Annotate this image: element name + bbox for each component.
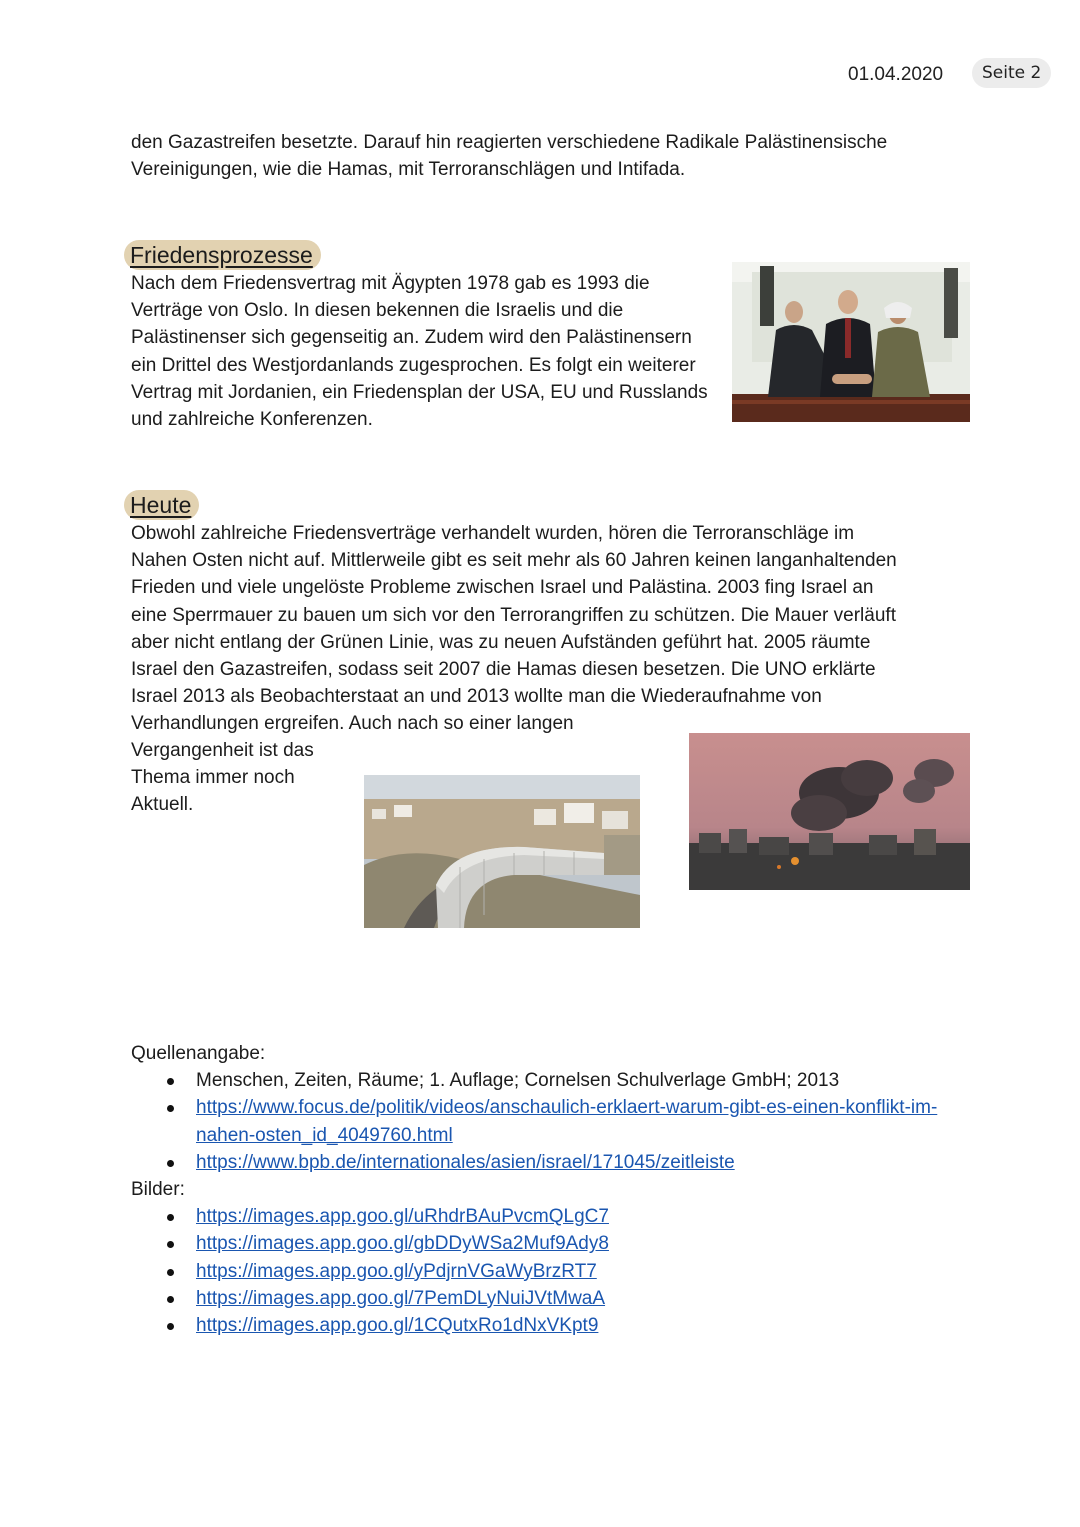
source-book-citation: Menschen, Zeiten, Räume; 1. Auflage; Cornelsen Schulverlage GmbH; 2013 [196,1070,840,1092]
sources-section [131,1040,991,1339]
image-source-item[interactable] [131,1258,991,1285]
intro-paragraph: den Gazastreifen besetzte. Darauf hin reagierten verschiedene Radikale Palästinensische Vereinigungen, wie die Hamas, mit Terroranschlägen und Intifada. [131,132,888,181]
today-line: Israel 2013 als Beobachterstaat an und 2013 wollte man die Wiederaufnahme von [131,686,822,708]
source-item[interactable] [131,1149,991,1176]
today-line: aber nicht entlang der Grünen Linie, was zu neuen Aufständen geführt hat. 2005 räumte [131,631,871,653]
today-paragraph [131,520,951,738]
heading-peace-process: Friedensprozesse [124,240,321,270]
heading-today: Heute [124,490,199,520]
images-sources-label: Bilder: [131,1179,185,1201]
sources-label: Quellenangabe: [131,1043,266,1064]
image-source-link[interactable]: https://images.app.goo.gl/uRhdrBAuPvcmQLgC7 [196,1206,609,1228]
today-line: Nahen Osten nicht auf. Mittlerweile gibt es seit mehr als 60 Jahren keinen langanhaltenden [131,550,897,572]
today-paragraph-tail: Vergangenheit ist das Thema immer noch Aktuell. [131,740,314,816]
image-source-item[interactable] [131,1230,991,1257]
source-item[interactable] [131,1094,991,1148]
image-source-item[interactable] [131,1203,991,1230]
sources-list [131,1067,991,1176]
gaza-smoke-photo [689,733,970,890]
image-source-link[interactable]: https://images.app.goo.gl/yPdjrnVGaWyBrzRT7 [196,1260,597,1282]
image-source-link[interactable]: https://images.app.goo.gl/1CQutxRo1dNxVKpt9 [196,1315,599,1337]
source-item [131,1067,991,1094]
today-line: Frieden und viele ungelöste Probleme zwischen Israel und Palästina. 2003 fing Israel an [131,577,874,599]
today-line: eine Sperrmauer zu bauen um sich vor den Terrorangriffen zu schützen. Die Mauer verläuft [131,604,896,626]
today-line: Verhandlungen ergreifen. Auch nach so einer langen [131,713,574,735]
source-link-bpb[interactable]: https://www.bpb.de/internationales/asien/israel/171045/zeitleiste [196,1151,735,1173]
image-source-link[interactable]: https://images.app.goo.gl/7PemDLyNuiJVtMwaA [196,1287,606,1309]
today-line: Israel den Gazastreifen, sodass seit 2007 die Hamas diesen besetzen. Die UNO erklärte [131,659,876,681]
image-source-item[interactable] [131,1312,991,1339]
oslo-accords-photo [732,262,970,422]
page-number-badge: Seite 2 [972,58,1051,88]
source-link-focus[interactable]: https://www.focus.de/politik/videos/anschaulich-erklaert-warum-gibt-es-einen-konflikt-im-nahen-osten_id_4049760.html [196,1097,938,1146]
peace-process-paragraph: Nach dem Friedensvertrag mit Ägypten 1978 gab es 1993 die Verträge von Oslo. In diesen bekennen die Israelis und die Palästinenser sich gegenseitig an. Zudem wird den Palästinensern ein Drittel des Westjordanlands zugesprochen. Es folgt ein weiterer Vertrag mit Jordanien, ein Friedensplan der USA, EU und Russlands und zahlreiche Konferenzen. [131,273,708,431]
image-source-item[interactable] [131,1285,991,1312]
today-line: Obwohl zahlreiche Friedensverträge verhandelt wurden, hören die Terroranschläge im [131,523,855,544]
image-source-link[interactable]: https://images.app.goo.gl/gbDDyWSa2Muf9Ady8 [196,1233,609,1255]
separation-wall-photo [364,775,640,928]
document-date: 01.04.2020 [848,64,944,85]
image-sources-list [131,1203,991,1339]
